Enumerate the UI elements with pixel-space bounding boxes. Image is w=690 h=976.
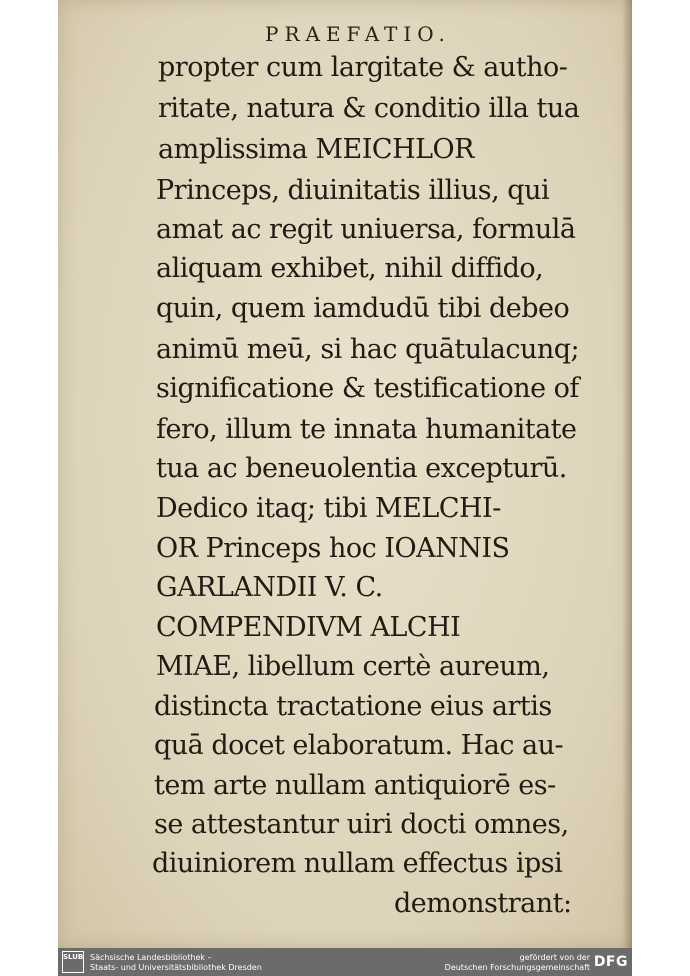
slub-logo: SLUB (62, 951, 84, 973)
book-page (58, 0, 632, 948)
text-line: Dedico itaq; tibi MELCHI- (156, 493, 501, 524)
text-line: amplissima MEICHLOR (158, 134, 475, 165)
text-line: OR Princeps hoc IOANNIS (156, 533, 510, 564)
viewer-footer (58, 948, 632, 976)
dfg-logo: DFG (593, 954, 628, 970)
text-line: Princeps, diuinitatis illius, qui (156, 175, 550, 206)
text-line: quā docet elaboratum. Hac au- (154, 730, 564, 761)
funder-line-1: gefördert von der (519, 953, 590, 962)
page-gutter-shadow (622, 0, 632, 948)
text-line: amat ac regit uniuersa, formulā (156, 214, 576, 245)
library-line-2: Staats- und Universitätsbibliothek Dresden (90, 963, 262, 972)
text-line: aliquam exhibet, nihil diffido, (156, 253, 544, 284)
library-credit (90, 953, 262, 973)
library-line-1: Sächsische Landesbibliothek – (90, 953, 212, 962)
text-line: COMPENDIVM ALCHI (156, 612, 461, 643)
text-line: distincta tractatione eius artis (154, 691, 552, 722)
text-line: se attestantur uiri docti omnes, (154, 809, 569, 840)
text-line: GARLANDII V. C. (156, 572, 383, 603)
text-line: propter cum largitate & autho- (158, 52, 568, 83)
text-line: ritate, natura & conditio illa tua (158, 93, 580, 124)
text-line: MIAE, libellum certè aureum, (156, 651, 550, 682)
text-line: diuiniorem nullam effectus ipsi (152, 848, 563, 879)
text-line: animū meū, si hac quātulacunq; (156, 334, 580, 365)
funder-line-2: Deutschen Forschungsgemeinschaft (444, 963, 590, 972)
text-line: demonstrant: (394, 888, 572, 919)
running-head: PRAEFATIO. (265, 22, 451, 46)
text-line: tem arte nullam antiquiorē es- (154, 770, 556, 801)
text-line: quin, quem iamdudū tibi debeo (156, 293, 570, 324)
text-line: tua ac beneuolentia excepturū. (156, 453, 567, 484)
text-line: significatione & testificatione of (156, 373, 579, 404)
funder-credit (445, 953, 590, 973)
text-line: fero, illum te innata humanitate (156, 414, 577, 445)
